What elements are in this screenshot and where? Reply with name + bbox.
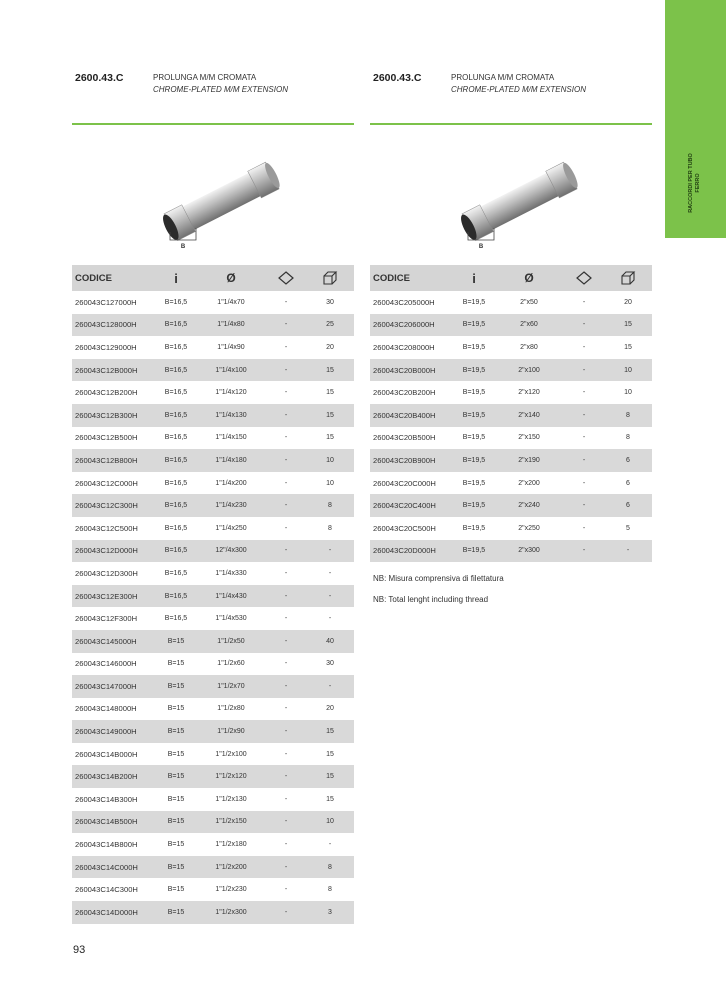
- cell-size: 2"x300: [494, 540, 564, 563]
- cell-pack: -: [284, 886, 288, 894]
- cell-size: 1"1/4x530: [215, 615, 247, 623]
- cell-size: 1"1/4x150: [215, 434, 247, 442]
- cell-code: 260043C145000H: [72, 630, 156, 653]
- dimension-label: B: [180, 244, 186, 250]
- cell-info: B=19,5: [454, 449, 494, 472]
- cell-code: 260043C12C000H: [75, 478, 138, 488]
- table-row: [370, 449, 652, 472]
- cell-size: 2"x120: [518, 389, 540, 397]
- cell-info: B=16,5: [164, 615, 188, 623]
- cell-size: 1"1/2x300: [196, 901, 266, 924]
- cell-info: B=16,5: [156, 404, 196, 427]
- product-title-en: CHROME-PLATED M/M EXTENSION: [153, 85, 288, 94]
- cell-code: 260043C146000H: [75, 659, 137, 669]
- table-row: [72, 856, 354, 879]
- cell-code: 260043C148000H: [75, 704, 137, 714]
- table-row: [370, 314, 652, 337]
- cell-code: 260043C12E300H: [72, 585, 156, 608]
- cell-code: 260043C20B200H: [373, 388, 436, 398]
- cell-info: B=16,5: [156, 359, 196, 382]
- product-image: [450, 150, 590, 250]
- cell-code: 260043C12B200H: [75, 388, 138, 398]
- cell-box: 10: [604, 359, 652, 382]
- cell-size: 1"1/2x230: [215, 886, 247, 894]
- cell-size: 1"1/4x100: [196, 359, 266, 382]
- cell-pack: -: [284, 705, 288, 713]
- cell-pack: -: [582, 389, 586, 397]
- cell-box: 15: [306, 404, 354, 427]
- cell-info: B=15: [156, 720, 196, 743]
- table-row: [370, 494, 652, 517]
- cell-size: 2"x250: [518, 524, 540, 532]
- cell-pack: -: [266, 314, 306, 337]
- cell-code: 260043C12B500H: [75, 433, 138, 443]
- cell-box: 6: [626, 479, 630, 487]
- cell-size: 1"1/4x250: [215, 524, 247, 532]
- cell-info: B=16,5: [164, 343, 188, 351]
- cell-pack: -: [582, 298, 586, 306]
- cell-code: 260043C12B000H: [72, 359, 156, 382]
- info-icon: i: [472, 270, 476, 286]
- cell-size: 1"1/2x120: [196, 765, 266, 788]
- cell-code: 260043C20C000H: [373, 478, 436, 488]
- cell-pack: -: [284, 479, 288, 487]
- pipe-extension-illustration: [152, 150, 292, 250]
- table-body: [72, 291, 354, 924]
- table-row: [72, 765, 354, 788]
- cell-size: 2"x150: [518, 434, 540, 442]
- cell-code: 260043C12C300H: [72, 494, 156, 517]
- column-info-header: [156, 265, 196, 291]
- cell-box: 15: [326, 795, 334, 803]
- table-row: [370, 381, 652, 404]
- cell-size: 1"1/4x430: [196, 585, 266, 608]
- cell-code: 260043C12B800H: [72, 449, 156, 472]
- cell-size: 1"1/2x90: [196, 720, 266, 743]
- cell-size: 1"1/4x180: [196, 449, 266, 472]
- cell-pack: -: [266, 675, 306, 698]
- cell-size: 1"1/4x90: [217, 343, 245, 351]
- table-row: [370, 291, 652, 314]
- cell-pack: -: [266, 449, 306, 472]
- table-row: [72, 811, 354, 834]
- column-code-header: CODICE: [370, 265, 454, 291]
- cell-box: -: [328, 841, 332, 849]
- cell-box: 15: [604, 314, 652, 337]
- cell-code: 260043C149000H: [72, 720, 156, 743]
- cell-size: 1"1/4x230: [196, 494, 266, 517]
- table-row: [72, 359, 354, 382]
- column-code-header: CODICE: [72, 265, 156, 291]
- cell-size: 1"1/2x130: [215, 795, 247, 803]
- cell-box: 30: [326, 660, 334, 668]
- cell-box: 8: [626, 434, 630, 442]
- table-row: [72, 562, 354, 585]
- cell-box: 30: [326, 298, 334, 306]
- product-header: [373, 72, 653, 102]
- product-header: [75, 72, 355, 102]
- table-row: [72, 585, 354, 608]
- cell-code: 260043C12B300H: [72, 404, 156, 427]
- cell-info: B=15: [167, 660, 185, 668]
- cell-size: 1"1/2x50: [196, 630, 266, 653]
- cell-box: 10: [306, 449, 354, 472]
- cell-box: 8: [328, 524, 332, 532]
- cell-size: 1"1/2x180: [215, 841, 247, 849]
- cell-code: 260043C20D000H: [370, 540, 454, 563]
- cell-box: 8: [306, 494, 354, 517]
- cell-pack: -: [284, 524, 288, 532]
- cell-info: B=15: [167, 795, 185, 803]
- cell-code: 260043C205000H: [373, 297, 435, 307]
- cell-pack: -: [266, 901, 306, 924]
- cell-size: 2"x240: [494, 494, 564, 517]
- cell-info: B=16,5: [164, 298, 188, 306]
- cell-info: B=15: [156, 901, 196, 924]
- cell-info: B=19,5: [462, 479, 486, 487]
- diamond-icon: [576, 271, 592, 285]
- cell-size: 1"1/2x100: [215, 750, 247, 758]
- table-row: [72, 653, 354, 676]
- cell-code: 260043C20C400H: [370, 494, 454, 517]
- category-label: [688, 138, 702, 228]
- cell-box: 6: [604, 449, 652, 472]
- cell-size: 1"1/4x80: [196, 314, 266, 337]
- category-label-line1: RACCORDI PER TUBO: [688, 153, 694, 213]
- cell-box: 3: [306, 901, 354, 924]
- table-row: [72, 540, 354, 563]
- cell-code: 260043C12D300H: [75, 568, 138, 578]
- table-body: [370, 291, 652, 562]
- table-row: [72, 427, 354, 450]
- table-row: [72, 336, 354, 359]
- table-row: [370, 517, 652, 540]
- cell-info: B=19,5: [462, 298, 486, 306]
- product-title-it: PROLUNGA M/M CROMATA: [153, 73, 257, 82]
- box-icon: [620, 271, 636, 285]
- cell-box: 20: [624, 298, 632, 306]
- cell-size: 2"x60: [494, 314, 564, 337]
- diamond-icon: [278, 271, 294, 285]
- cell-code: 260043C127000H: [75, 297, 137, 307]
- table-row: [370, 359, 652, 382]
- column-diameter-header: [196, 265, 266, 291]
- cell-box: 40: [306, 630, 354, 653]
- cell-info: B=19,5: [462, 524, 486, 532]
- cell-size: 1"1/2x150: [196, 811, 266, 834]
- cell-box: 20: [326, 343, 334, 351]
- cell-box: -: [306, 585, 354, 608]
- cell-pack: -: [284, 615, 288, 623]
- cell-pack: -: [582, 434, 586, 442]
- cell-size: 2"x100: [494, 359, 564, 382]
- cell-code: 260043C14B500H: [72, 811, 156, 834]
- cell-pack: -: [266, 811, 306, 834]
- cell-pack: -: [284, 434, 288, 442]
- cell-pack: -: [564, 449, 604, 472]
- table-row: [72, 494, 354, 517]
- cell-info: B=15: [167, 886, 185, 894]
- cell-box: -: [604, 540, 652, 563]
- cell-pack: -: [266, 404, 306, 427]
- cell-box: -: [306, 675, 354, 698]
- cell-pack: -: [284, 841, 288, 849]
- cell-pack: -: [266, 765, 306, 788]
- cell-code: 260043C20C500H: [373, 523, 436, 533]
- table-row: [72, 607, 354, 630]
- cell-info: B=19,5: [454, 540, 494, 563]
- cell-size: 2"x200: [518, 479, 540, 487]
- cell-pack: -: [284, 750, 288, 758]
- cell-info: B=16,5: [156, 494, 196, 517]
- table-row: [72, 698, 354, 721]
- cell-code: 260043C14D000H: [72, 901, 156, 924]
- column-box-header: [604, 265, 652, 291]
- cell-pack: -: [284, 569, 288, 577]
- cell-code: 260043C14C300H: [75, 885, 138, 895]
- table-row: [370, 540, 652, 563]
- cell-box: 10: [624, 389, 632, 397]
- product-code: 2600.43.C: [373, 72, 422, 84]
- cell-info: B=19,5: [462, 434, 486, 442]
- table-row: [370, 472, 652, 495]
- table-row: [72, 630, 354, 653]
- cell-code: 260043C20B000H: [370, 359, 454, 382]
- cell-code: 260043C14B800H: [75, 840, 138, 850]
- cell-info: B=15: [167, 750, 185, 758]
- cell-box: 10: [326, 479, 334, 487]
- cell-info: B=15: [156, 630, 196, 653]
- cell-box: -: [306, 540, 354, 563]
- cell-info: B=16,5: [156, 449, 196, 472]
- cell-pack: -: [284, 660, 288, 668]
- cell-pack: -: [564, 359, 604, 382]
- cell-code: 260043C14B200H: [72, 765, 156, 788]
- product-title-en: CHROME-PLATED M/M EXTENSION: [451, 85, 586, 94]
- column-diameter-header: [494, 265, 564, 291]
- cell-box: 5: [626, 524, 630, 532]
- product-table: [72, 265, 354, 924]
- cell-box: -: [328, 615, 332, 623]
- cell-box: 20: [326, 705, 334, 713]
- cell-code: 260043C129000H: [75, 342, 137, 352]
- cell-info: B=16,5: [156, 585, 196, 608]
- cell-box: -: [328, 569, 332, 577]
- cell-code: 260043C20B400H: [370, 404, 454, 427]
- cell-info: B=16,5: [156, 540, 196, 563]
- cell-info: B=19,5: [462, 389, 486, 397]
- header-divider: [370, 123, 652, 125]
- cell-pack: -: [284, 389, 288, 397]
- cell-pack: -: [564, 540, 604, 563]
- cell-code: 260043C12F300H: [75, 614, 138, 624]
- category-label-line2: FERRO: [695, 173, 701, 193]
- cell-pack: -: [266, 494, 306, 517]
- table-row: [370, 404, 652, 427]
- pipe-extension-illustration: [450, 150, 590, 250]
- cell-pack: -: [564, 494, 604, 517]
- cell-code: 260043C14B000H: [75, 749, 138, 759]
- cell-code: 260043C20B500H: [373, 433, 436, 443]
- cell-code: 260043C12D000H: [72, 540, 156, 563]
- cell-info: B=15: [167, 705, 185, 713]
- cell-info: B=16,5: [164, 569, 188, 577]
- table-row: [72, 517, 354, 540]
- diameter-icon: Ø: [226, 271, 236, 285]
- cell-size: 2"x80: [520, 343, 538, 351]
- cell-info: B=19,5: [454, 494, 494, 517]
- cell-code: 260043C208000H: [373, 342, 435, 352]
- cell-box: 10: [306, 811, 354, 834]
- cell-size: 1"1/4x130: [196, 404, 266, 427]
- dimension-label: B: [478, 244, 484, 250]
- cell-size: 1"1/4x330: [215, 569, 247, 577]
- table-row: [72, 675, 354, 698]
- cell-pack: -: [266, 540, 306, 563]
- cell-size: 1"1/4x120: [215, 389, 247, 397]
- note-en: NB: Total lenght including thread: [373, 595, 489, 604]
- column-box-header: [306, 265, 354, 291]
- table-row: [72, 743, 354, 766]
- cell-size: 2"x190: [494, 449, 564, 472]
- cell-code: 260043C14B300H: [75, 794, 138, 804]
- table-row: [72, 449, 354, 472]
- cell-box: 25: [306, 314, 354, 337]
- cell-info: B=15: [156, 811, 196, 834]
- table-row: [72, 720, 354, 743]
- category-tab: [665, 0, 726, 238]
- table-header-row: [72, 265, 354, 291]
- cell-info: B=15: [156, 675, 196, 698]
- cell-code: 260043C14C000H: [72, 856, 156, 879]
- diameter-icon: Ø: [524, 271, 534, 285]
- table-row: [72, 901, 354, 924]
- cell-box: 15: [326, 434, 334, 442]
- cell-pack: -: [582, 479, 586, 487]
- cell-info: B=16,5: [164, 389, 188, 397]
- cell-box: 15: [306, 765, 354, 788]
- product-code: 2600.43.C: [75, 72, 124, 84]
- box-icon: [322, 271, 338, 285]
- cell-pack: -: [582, 524, 586, 532]
- cell-pack: -: [564, 314, 604, 337]
- table-row: [72, 314, 354, 337]
- cell-pack: -: [266, 856, 306, 879]
- cell-pack: -: [284, 298, 288, 306]
- product-image: [152, 150, 292, 250]
- table-row: [72, 381, 354, 404]
- cell-pack: -: [266, 359, 306, 382]
- cell-pack: -: [266, 720, 306, 743]
- cell-size: 1"1/2x80: [217, 705, 245, 713]
- cell-box: 15: [306, 720, 354, 743]
- cell-code: 260043C206000H: [370, 314, 454, 337]
- cell-pack: -: [284, 795, 288, 803]
- cell-pack: -: [266, 630, 306, 653]
- cell-info: B=16,5: [164, 524, 188, 532]
- cell-box: 15: [624, 343, 632, 351]
- table-row: [72, 404, 354, 427]
- cell-info: B=19,5: [462, 343, 486, 351]
- cell-info: B=16,5: [156, 314, 196, 337]
- cell-code: 260043C147000H: [72, 675, 156, 698]
- cell-code: 260043C128000H: [72, 314, 156, 337]
- product-table: [370, 265, 652, 562]
- cell-info: B=15: [167, 841, 185, 849]
- table-row: [370, 336, 652, 359]
- cell-code: 260043C20B900H: [370, 449, 454, 472]
- table-row: [72, 788, 354, 811]
- header-divider: [72, 123, 354, 125]
- table-row: [72, 833, 354, 856]
- cell-info: B=19,5: [454, 359, 494, 382]
- cell-box: 15: [326, 389, 334, 397]
- cell-info: B=16,5: [164, 479, 188, 487]
- cell-size: 2"x50: [520, 298, 538, 306]
- table-header-row: [370, 265, 652, 291]
- info-icon: i: [174, 270, 178, 286]
- cell-size: 1"1/2x200: [196, 856, 266, 879]
- column-pack-header: [266, 265, 306, 291]
- cell-box: 15: [326, 750, 334, 758]
- cell-code: 260043C12C500H: [75, 523, 138, 533]
- note-it: NB: Misura comprensiva di filettatura: [373, 574, 504, 583]
- page-number: 93: [73, 944, 86, 956]
- table-row: [370, 427, 652, 450]
- cell-size: 1"1/4x200: [215, 479, 247, 487]
- cell-pack: -: [564, 404, 604, 427]
- cell-box: 6: [604, 494, 652, 517]
- cell-box: 15: [306, 359, 354, 382]
- cell-info: B=19,5: [454, 404, 494, 427]
- cell-size: 1"1/2x60: [217, 660, 245, 668]
- cell-size: 1"1/4x70: [217, 298, 245, 306]
- table-row: [72, 291, 354, 314]
- cell-info: B=15: [156, 856, 196, 879]
- cell-size: 1"1/2x70: [196, 675, 266, 698]
- cell-box: 8: [328, 886, 332, 894]
- product-title-it: PROLUNGA M/M CROMATA: [451, 73, 555, 82]
- cell-size: 2"x140: [494, 404, 564, 427]
- cell-box: 8: [604, 404, 652, 427]
- column-info-header: [454, 265, 494, 291]
- cell-box: 8: [306, 856, 354, 879]
- table-row: [72, 472, 354, 495]
- cell-info: B=19,5: [454, 314, 494, 337]
- cell-info: B=16,5: [164, 434, 188, 442]
- cell-pack: -: [582, 343, 586, 351]
- table-row: [72, 878, 354, 901]
- column-pack-header: [564, 265, 604, 291]
- cell-info: B=15: [156, 765, 196, 788]
- cell-pack: -: [266, 585, 306, 608]
- cell-size: 12"/4x300: [196, 540, 266, 563]
- table-notes: [373, 574, 504, 616]
- cell-pack: -: [284, 343, 288, 351]
